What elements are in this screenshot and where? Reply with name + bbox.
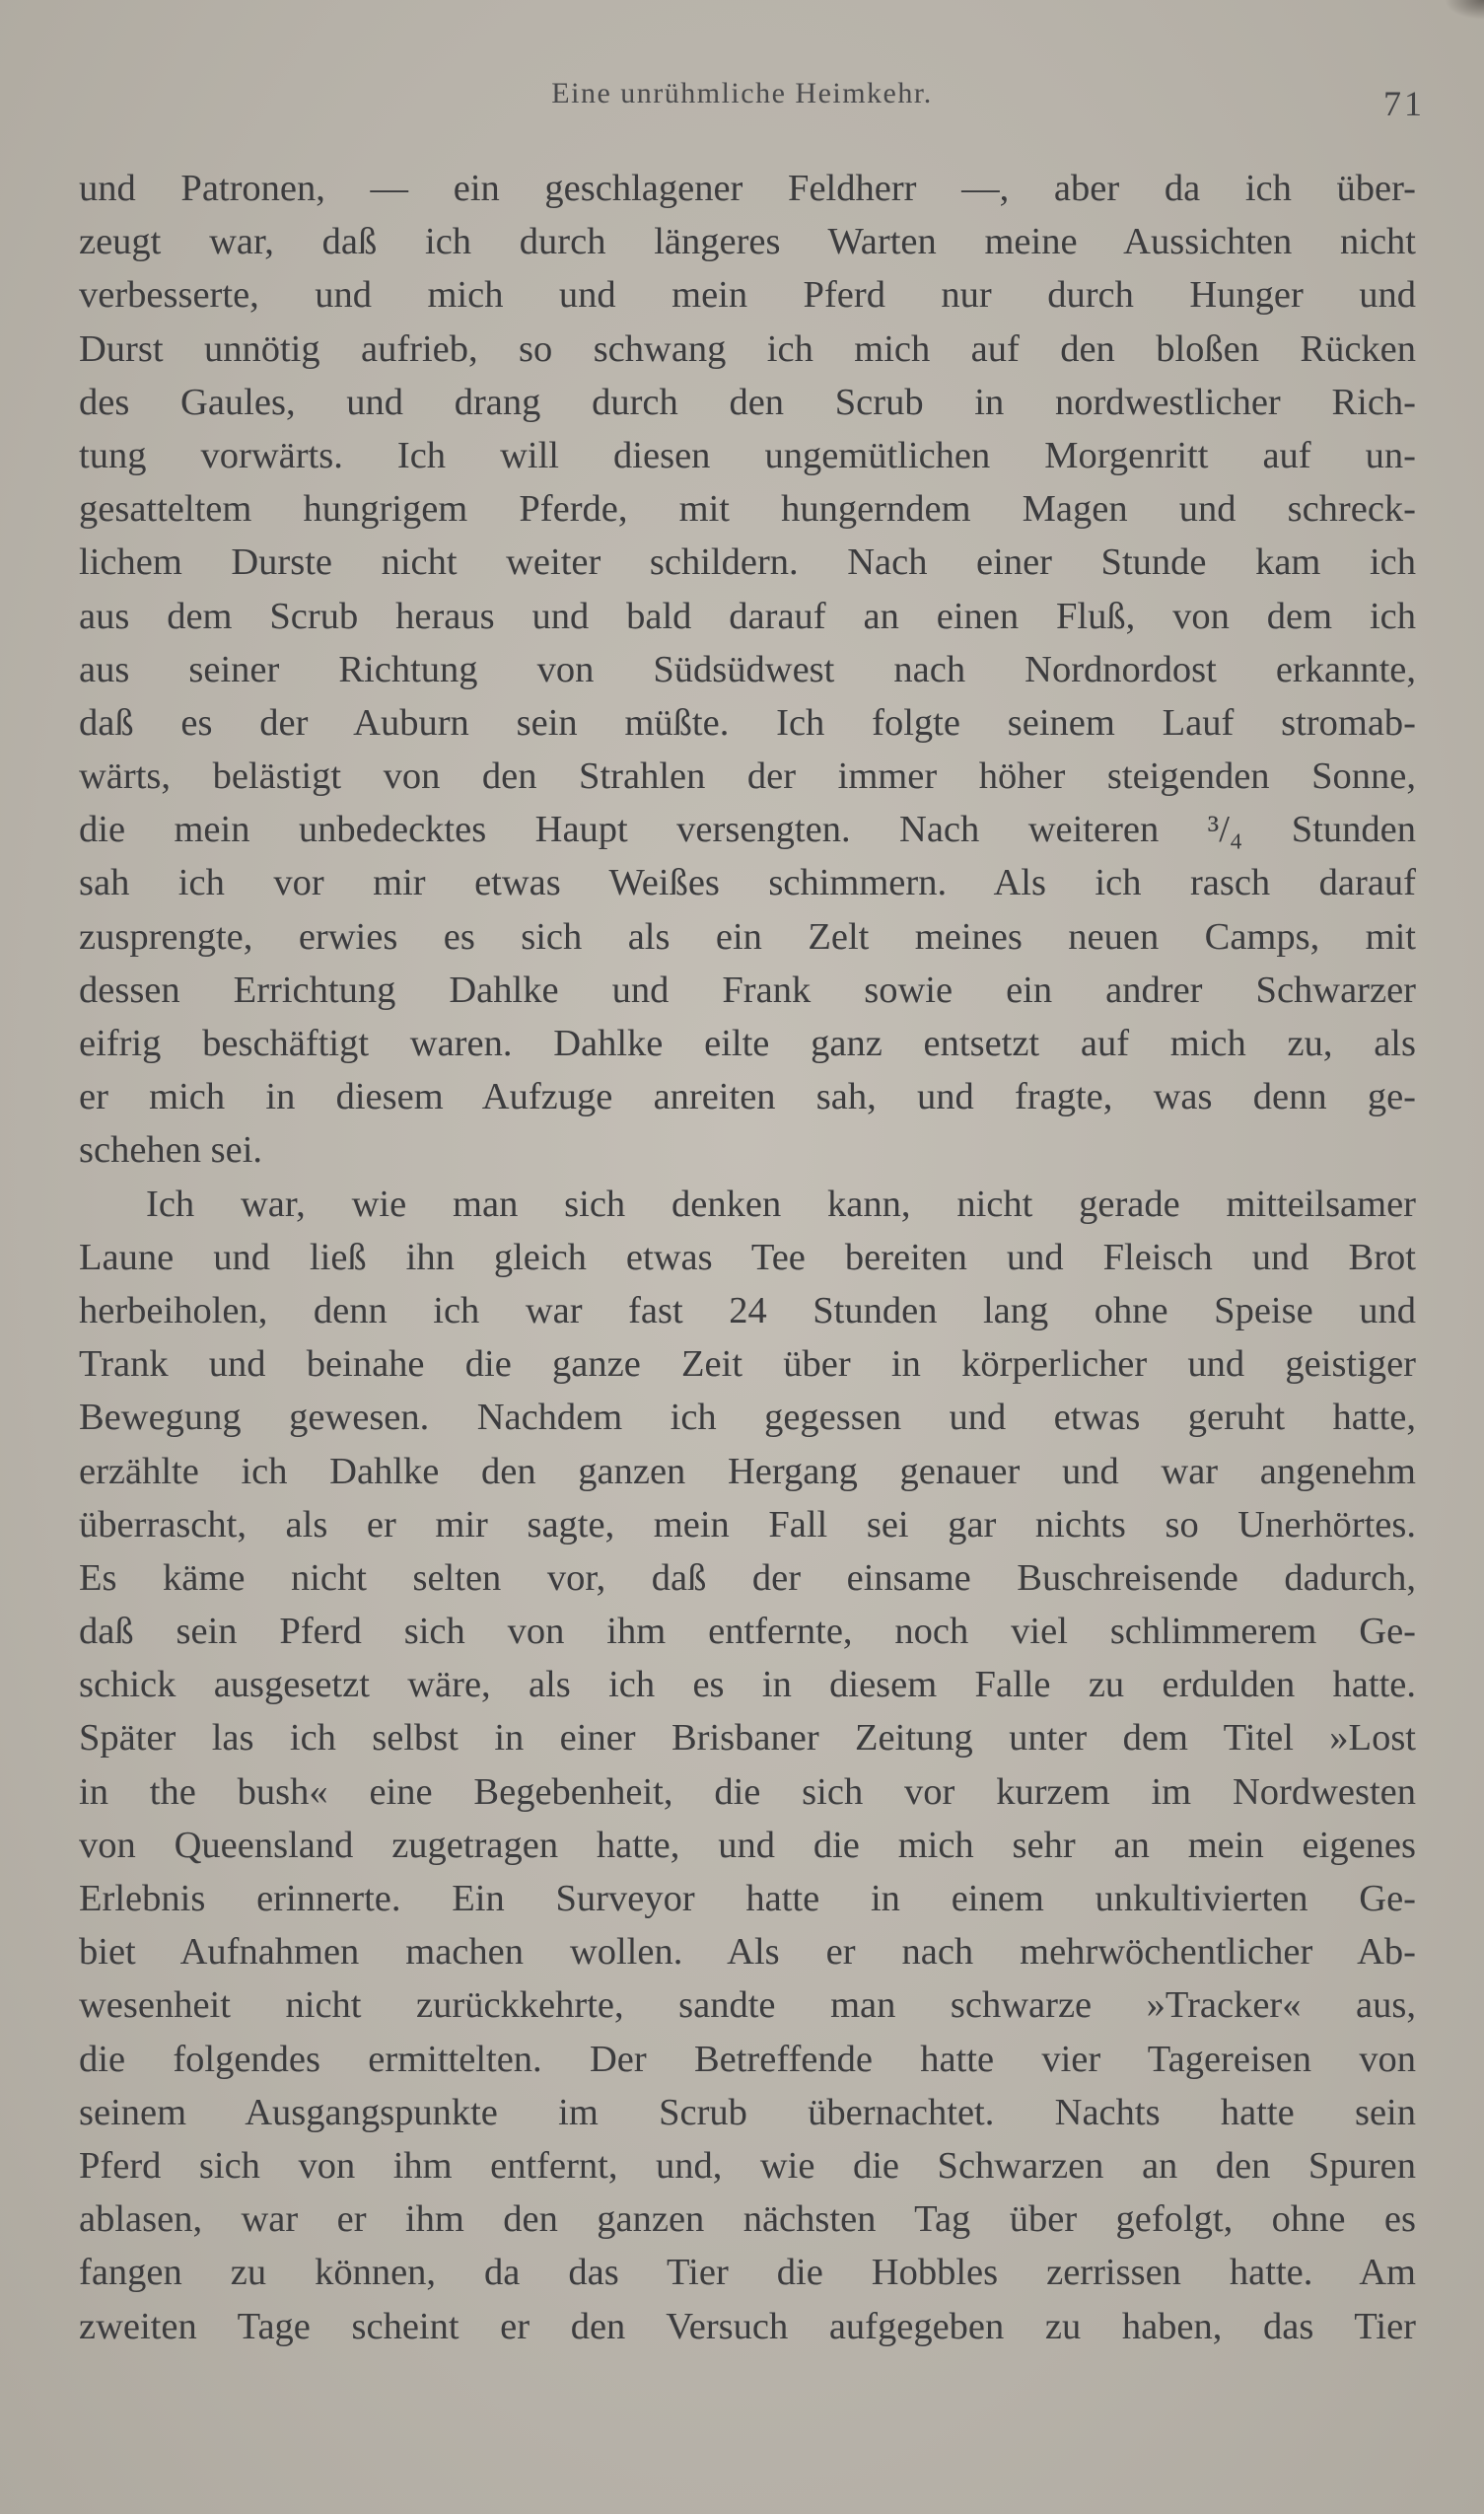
- text-line: er mich in diesem Aufzuge anreiten sah, und fragte, was denn ge-: [79, 1076, 1416, 1118]
- text-line: aus dem Scrub heraus und bald darauf an einen Fluß, von dem ich: [79, 595, 1416, 637]
- text-line: ablasen, war er ihm den ganzen nächsten Tag über gefolgt, ohne es: [79, 2198, 1416, 2241]
- text-line: fangen zu können, da das Tier die Hobbles zerrissen hatte. Am: [79, 2252, 1416, 2294]
- text-line: sah ich vor mir etwas Weißes schimmern. Als ich rasch darauf: [79, 862, 1416, 904]
- text-line: Ich war, wie man sich denken kann, nicht gerade mitteilsamer: [146, 1183, 1416, 1225]
- text-line: daß sein Pferd sich von ihm entfernte, noch viel schlimmerem Ge-: [79, 1611, 1416, 1653]
- text-line: dessen Errichtung Dahlke und Frank sowie ein andrer Schwarzer: [79, 969, 1416, 1011]
- text-line: Laune und ließ ihn gleich etwas Tee bereiten und Fleisch und Brot: [79, 1236, 1416, 1278]
- text-line: die mein unbedecktes Haupt versengten. Nach weiteren ³/₄ Stunden: [79, 809, 1416, 851]
- text-line: des Gaules, und drang durch den Scrub in nordwestlicher Rich-: [79, 381, 1416, 423]
- text-line: Erlebnis erinnerte. Ein Surveyor hatte in einem unkultivierten Ge-: [79, 1878, 1416, 1919]
- text-line: in the bush« eine Begebenheit, die sich vor kurzem im Nordwesten: [79, 1770, 1416, 1813]
- text-line: Später las ich selbst in einer Brisbaner Zeitung unter dem Titel »Lost: [79, 1717, 1416, 1760]
- text-line: die folgendes ermittelten. Der Betreffende hatte vier Tagereisen von: [79, 2038, 1416, 2080]
- text-line: von Queensland zugetragen hatte, und die mich sehr an mein eigenes: [79, 1824, 1416, 1866]
- text-line: schick ausgesetzt wäre, als ich es in diesem Falle zu erdulden hatte.: [79, 1664, 1416, 1706]
- running-header: [0, 75, 1484, 124]
- text-line: wärts, belästigt von den Strahlen der immer höher steigenden Sonne,: [79, 755, 1416, 798]
- text-line: erzählte ich Dahlke den ganzen Hergang genauer und war angenehm: [79, 1450, 1416, 1492]
- text-line: biet Aufnahmen machen wollen. Als er nach mehrwöchentlicher Ab-: [79, 1931, 1416, 1974]
- running-title: Eine unrühmliche Heimkehr.: [551, 77, 933, 109]
- text-line: lichem Durste nicht weiter schildern. Nach einer Stunde kam ich: [79, 541, 1416, 584]
- text-line: schehen sei.: [79, 1129, 263, 1172]
- text-line: zeugt war, daß ich durch längeres Warten meine Aussichten nicht: [79, 221, 1416, 263]
- page-corner-shadow: [1445, 0, 1484, 20]
- text-line: Es käme nicht selten vor, daß der einsame Buschreisende dadurch,: [79, 1556, 1416, 1599]
- text-line: aus seiner Richtung von Südsüdwest nach Nordnordost erkannte,: [79, 648, 1416, 690]
- text-line: zusprengte, erwies es sich als ein Zelt meines neuen Camps, mit: [79, 915, 1416, 958]
- text-line: zweiten Tage scheint er den Versuch aufgegeben zu haben, das Tier: [79, 2305, 1416, 2347]
- body-text: [79, 162, 1416, 2353]
- text-line: Trank und beinahe die ganze Zeit über in körperlicher und geistiger: [79, 1343, 1416, 1386]
- text-line: eifrig beschäftigt waren. Dahlke eilte ganz entsetzt auf mich zu, als: [79, 1023, 1416, 1064]
- text-line: tung vorwärts. Ich will diesen ungemütlichen Morgenritt auf un-: [79, 434, 1416, 476]
- page-number: 71: [1383, 84, 1425, 123]
- text-line: verbesserte, und mich und mein Pferd nur durch Hunger und: [79, 274, 1416, 317]
- text-line: seinem Ausgangspunkte im Scrub übernachtet. Nachts hatte sein: [79, 2091, 1416, 2133]
- text-line: Pferd sich von ihm entfernt, und, wie die Schwarzen an den Spuren: [79, 2144, 1416, 2187]
- text-line: und Patronen, — ein geschlagener Feldherr —, aber da ich über-: [79, 168, 1416, 209]
- text-line: Durst unnötig aufrieb, so schwang ich mich auf den bloßen Rücken: [79, 327, 1416, 370]
- text-line: überrascht, als er mir sagte, mein Fall sei gar nichts so Unerhörtes.: [79, 1503, 1416, 1545]
- text-line: daß es der Auburn sein müßte. Ich folgte seinem Lauf stromab-: [79, 701, 1416, 744]
- text-line: herbeiholen, denn ich war fast 24 Stunden lang ohne Speise und: [79, 1289, 1416, 1331]
- text-line: gesatteltem hungrigem Pferde, mit hungerndem Magen und schreck-: [79, 488, 1416, 531]
- text-line: Bewegung gewesen. Nachdem ich gegessen und etwas geruht hatte,: [79, 1397, 1416, 1439]
- text-line: wesenheit nicht zurückkehrte, sandte man schwarze »Tracker« aus,: [79, 1984, 1416, 2027]
